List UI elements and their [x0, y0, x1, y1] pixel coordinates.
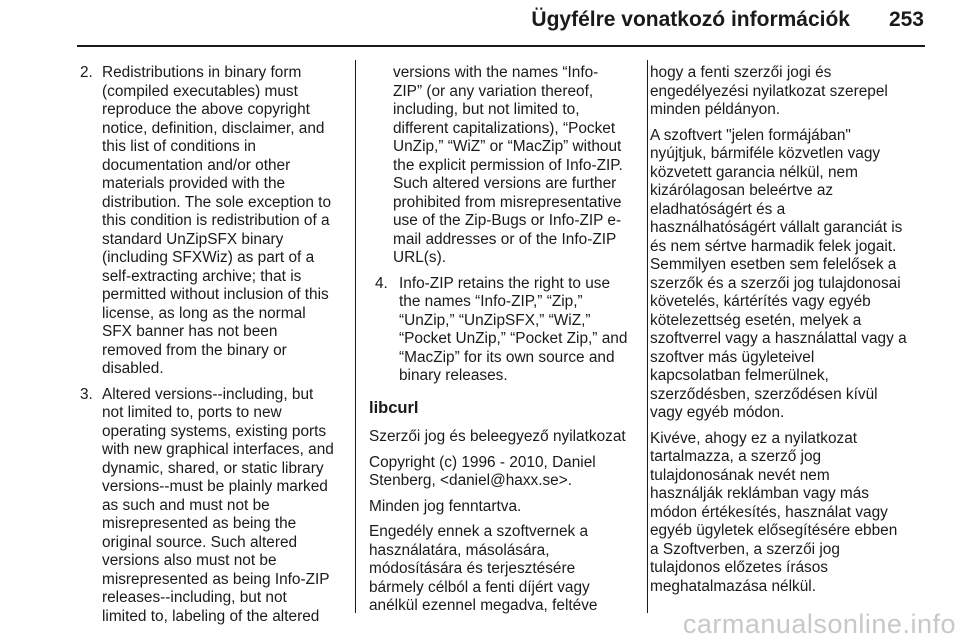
text-line: használhatóságért vállalt garanciát is — [650, 219, 903, 236]
text-line: Minden jog fenntartva. — [369, 497, 522, 515]
text-line: kötelezettség esetén, melyek a — [650, 311, 862, 329]
text-line: notice, definition, disclaimer, and — [102, 119, 325, 137]
text-line: Altered versions--including, but — [102, 385, 314, 403]
text-line: prohibited from misrepresentative — [393, 193, 622, 211]
text-line: distribution. The sole exception to — [102, 193, 332, 211]
text-line: standard UnZipSFX binary — [102, 230, 284, 248]
text-line: tartalmazza, a szerző jog — [650, 448, 822, 465]
text-line: módosítására és terjesztésére — [369, 560, 576, 577]
text-line: the explicit permission of Info-ZIP. — [393, 156, 623, 174]
text-line: eladhatóságért és a — [650, 200, 786, 218]
text-line: releases--including, but not — [102, 589, 287, 606]
list-item-3 — [80, 386, 348, 627]
paragraph — [369, 428, 641, 447]
paragraph — [650, 127, 940, 423]
text-line: as such and must not be — [102, 496, 270, 514]
text-line: minden példányon. — [650, 101, 781, 118]
section-heading: libcurl — [369, 398, 419, 417]
column-2 — [369, 64, 641, 623]
list-item-2 — [80, 64, 348, 379]
text-line: mail addresses or of the Info-ZIP — [393, 230, 617, 248]
text-line: materials provided with the — [102, 175, 286, 192]
column-1 — [80, 64, 348, 633]
paragraph — [369, 523, 641, 616]
text-line: the names “Info-ZIP,” “Zip,” — [399, 293, 583, 310]
text-line: szoftverrel vagy a használattal vagy a — [650, 330, 907, 347]
text-line: A szoftvert "jelen formájában" — [650, 126, 851, 144]
text-line: módon értékesítés, használat vagy — [650, 503, 888, 521]
text-line: this list of conditions in — [102, 138, 256, 155]
paragraph — [369, 498, 641, 517]
text-line: “Pocket UnZip,” “Pocket Zip,” and — [399, 330, 628, 347]
text-line: URL(s). — [393, 249, 447, 266]
text-line: “UnZip,” “UnZipSFX,” “WiZ,” — [399, 311, 591, 329]
paragraph — [369, 454, 641, 491]
text-line: használják reklámban vagy más — [650, 485, 869, 502]
text-line: Such altered versions are further — [393, 175, 617, 192]
list-item-4 — [369, 275, 641, 386]
text-line: limited to, labeling of the altered — [102, 607, 320, 625]
text-line: “MacZip” for its own source and — [399, 348, 615, 366]
page-number: 253 — [888, 8, 924, 31]
list-number: 4. — [375, 274, 388, 292]
text-line: használatára, másolására, — [369, 541, 550, 559]
text-line: Redistributions in binary form — [102, 64, 302, 81]
text-line: use of the Zip-Bugs or Info-ZIP e- — [393, 212, 622, 229]
column-divider-right — [647, 60, 648, 613]
text-line: self-extracting archive; that is — [102, 267, 302, 285]
text-line: Info-ZIP retains the right to use — [399, 274, 611, 292]
list-item-text — [102, 386, 348, 627]
list-number: 3. — [80, 385, 93, 403]
text-line: bármely célból a fenti díjért vagy — [369, 578, 590, 596]
text-line: Semmilyen esetben sem felelősek a — [650, 256, 897, 273]
text-line: Kivéve, ahogy ez a nyilatkozat — [650, 429, 858, 447]
text-line: this condition is redistribution of a — [102, 212, 330, 229]
list-item-text — [397, 275, 641, 386]
text-line: meghatalmazása nélkül. — [650, 577, 816, 595]
text-line: versions with the names “Info- — [393, 64, 599, 81]
text-line: license, as long as the normal — [102, 304, 306, 322]
text-line: közvetett garancia nélkül, nem — [650, 163, 858, 181]
text-line: szerződésben, szerződésen kívül — [650, 385, 878, 403]
text-line: ZIP” (or any variation thereof, — [393, 82, 594, 100]
list-item-text — [102, 64, 348, 379]
paragraph — [650, 64, 940, 120]
text-line: anélkül ezennel megadva, feltéve — [369, 597, 598, 614]
text-line: original source. Such altered — [102, 533, 298, 551]
header-rule — [77, 45, 925, 47]
text-line: Engedély ennek a szoftvernek a — [369, 523, 589, 540]
text-line: not limited to, ports to new — [102, 404, 282, 421]
text-line: misrepresented as being Info-ZIP — [102, 570, 330, 588]
text-line: vagy egyéb módon. — [650, 404, 785, 421]
text-line: (including SFXWiz) as part of a — [102, 249, 315, 266]
text-line: tulajdonos előzetes írásos — [650, 559, 828, 576]
paragraph-group — [650, 64, 940, 596]
text-line: kapcsolatban felmerülnek, — [650, 367, 829, 384]
watermark: carmanualsonline.info — [682, 609, 956, 639]
text-line: binary releases. — [399, 367, 508, 384]
text-line: szerzők és a szerzői jog tulajdonosai — [650, 274, 901, 292]
text-line: (compiled executables) must — [102, 82, 298, 100]
text-line: removed from the binary or — [102, 341, 287, 359]
text-line: nyújtjuk, bármiféle közvetlen vagy — [650, 145, 881, 162]
text-line: versions also must not be — [102, 552, 277, 569]
paragraph-group — [369, 428, 641, 616]
text-line: dynamic, shared, or static library — [102, 459, 324, 477]
text-line: hogy a fenti szerzői jogi és — [650, 64, 832, 81]
text-line: tulajdonosának nevét nem — [650, 466, 830, 484]
text-line: permitted without inclusion of this — [102, 286, 329, 303]
text-line: engedélyezési nyilatkozat szerepel — [650, 82, 888, 100]
text-line: disabled. — [102, 360, 164, 377]
list-item-3-continued — [369, 64, 641, 268]
text-line: követelés, kártérítés vagy egyéb — [650, 293, 871, 310]
text-line: és nem sértve harmadik felek jogait. — [650, 237, 897, 255]
list-number: 2. — [80, 64, 93, 81]
text-line: Stenberg, <daniel@haxx.se>. — [369, 472, 573, 489]
paragraph — [650, 430, 940, 597]
text-line: a Szoftverben, a szerzői jog — [650, 540, 840, 558]
text-line: documentation and/or other — [102, 156, 291, 174]
text-line: reproduce the above copyright — [102, 101, 310, 118]
text-line: including, but not limited to, — [393, 101, 580, 118]
section-title: Ügyfélre vonatkozó információk — [531, 8, 850, 31]
text-line: versions--must be plainly marked — [102, 478, 328, 495]
text-line: misrepresented as being the — [102, 515, 297, 532]
text-line: different capitalizations), “Pocket — [393, 119, 616, 137]
text-line: kizárólagosan beleértve az — [650, 182, 834, 199]
text-line: UnZip,” “WiZ” or “MacZip” without — [393, 138, 622, 155]
text-line: operating systems, existing ports — [102, 422, 327, 440]
text-line: Copyright (c) 1996 - 2010, Daniel — [369, 453, 596, 471]
text-line: szoftver más ügyleteivel — [650, 348, 815, 366]
text-line: SFX banner has not been — [102, 323, 278, 340]
column-3 — [650, 64, 940, 603]
text-line: egyéb ügyletek elősegítésére ebben — [650, 522, 898, 539]
column-divider-left — [355, 60, 356, 613]
text-line: Szerzői jog és beleegyező nyilatkozat — [369, 428, 626, 445]
text-line: with new graphical interfaces, and — [102, 441, 334, 458]
